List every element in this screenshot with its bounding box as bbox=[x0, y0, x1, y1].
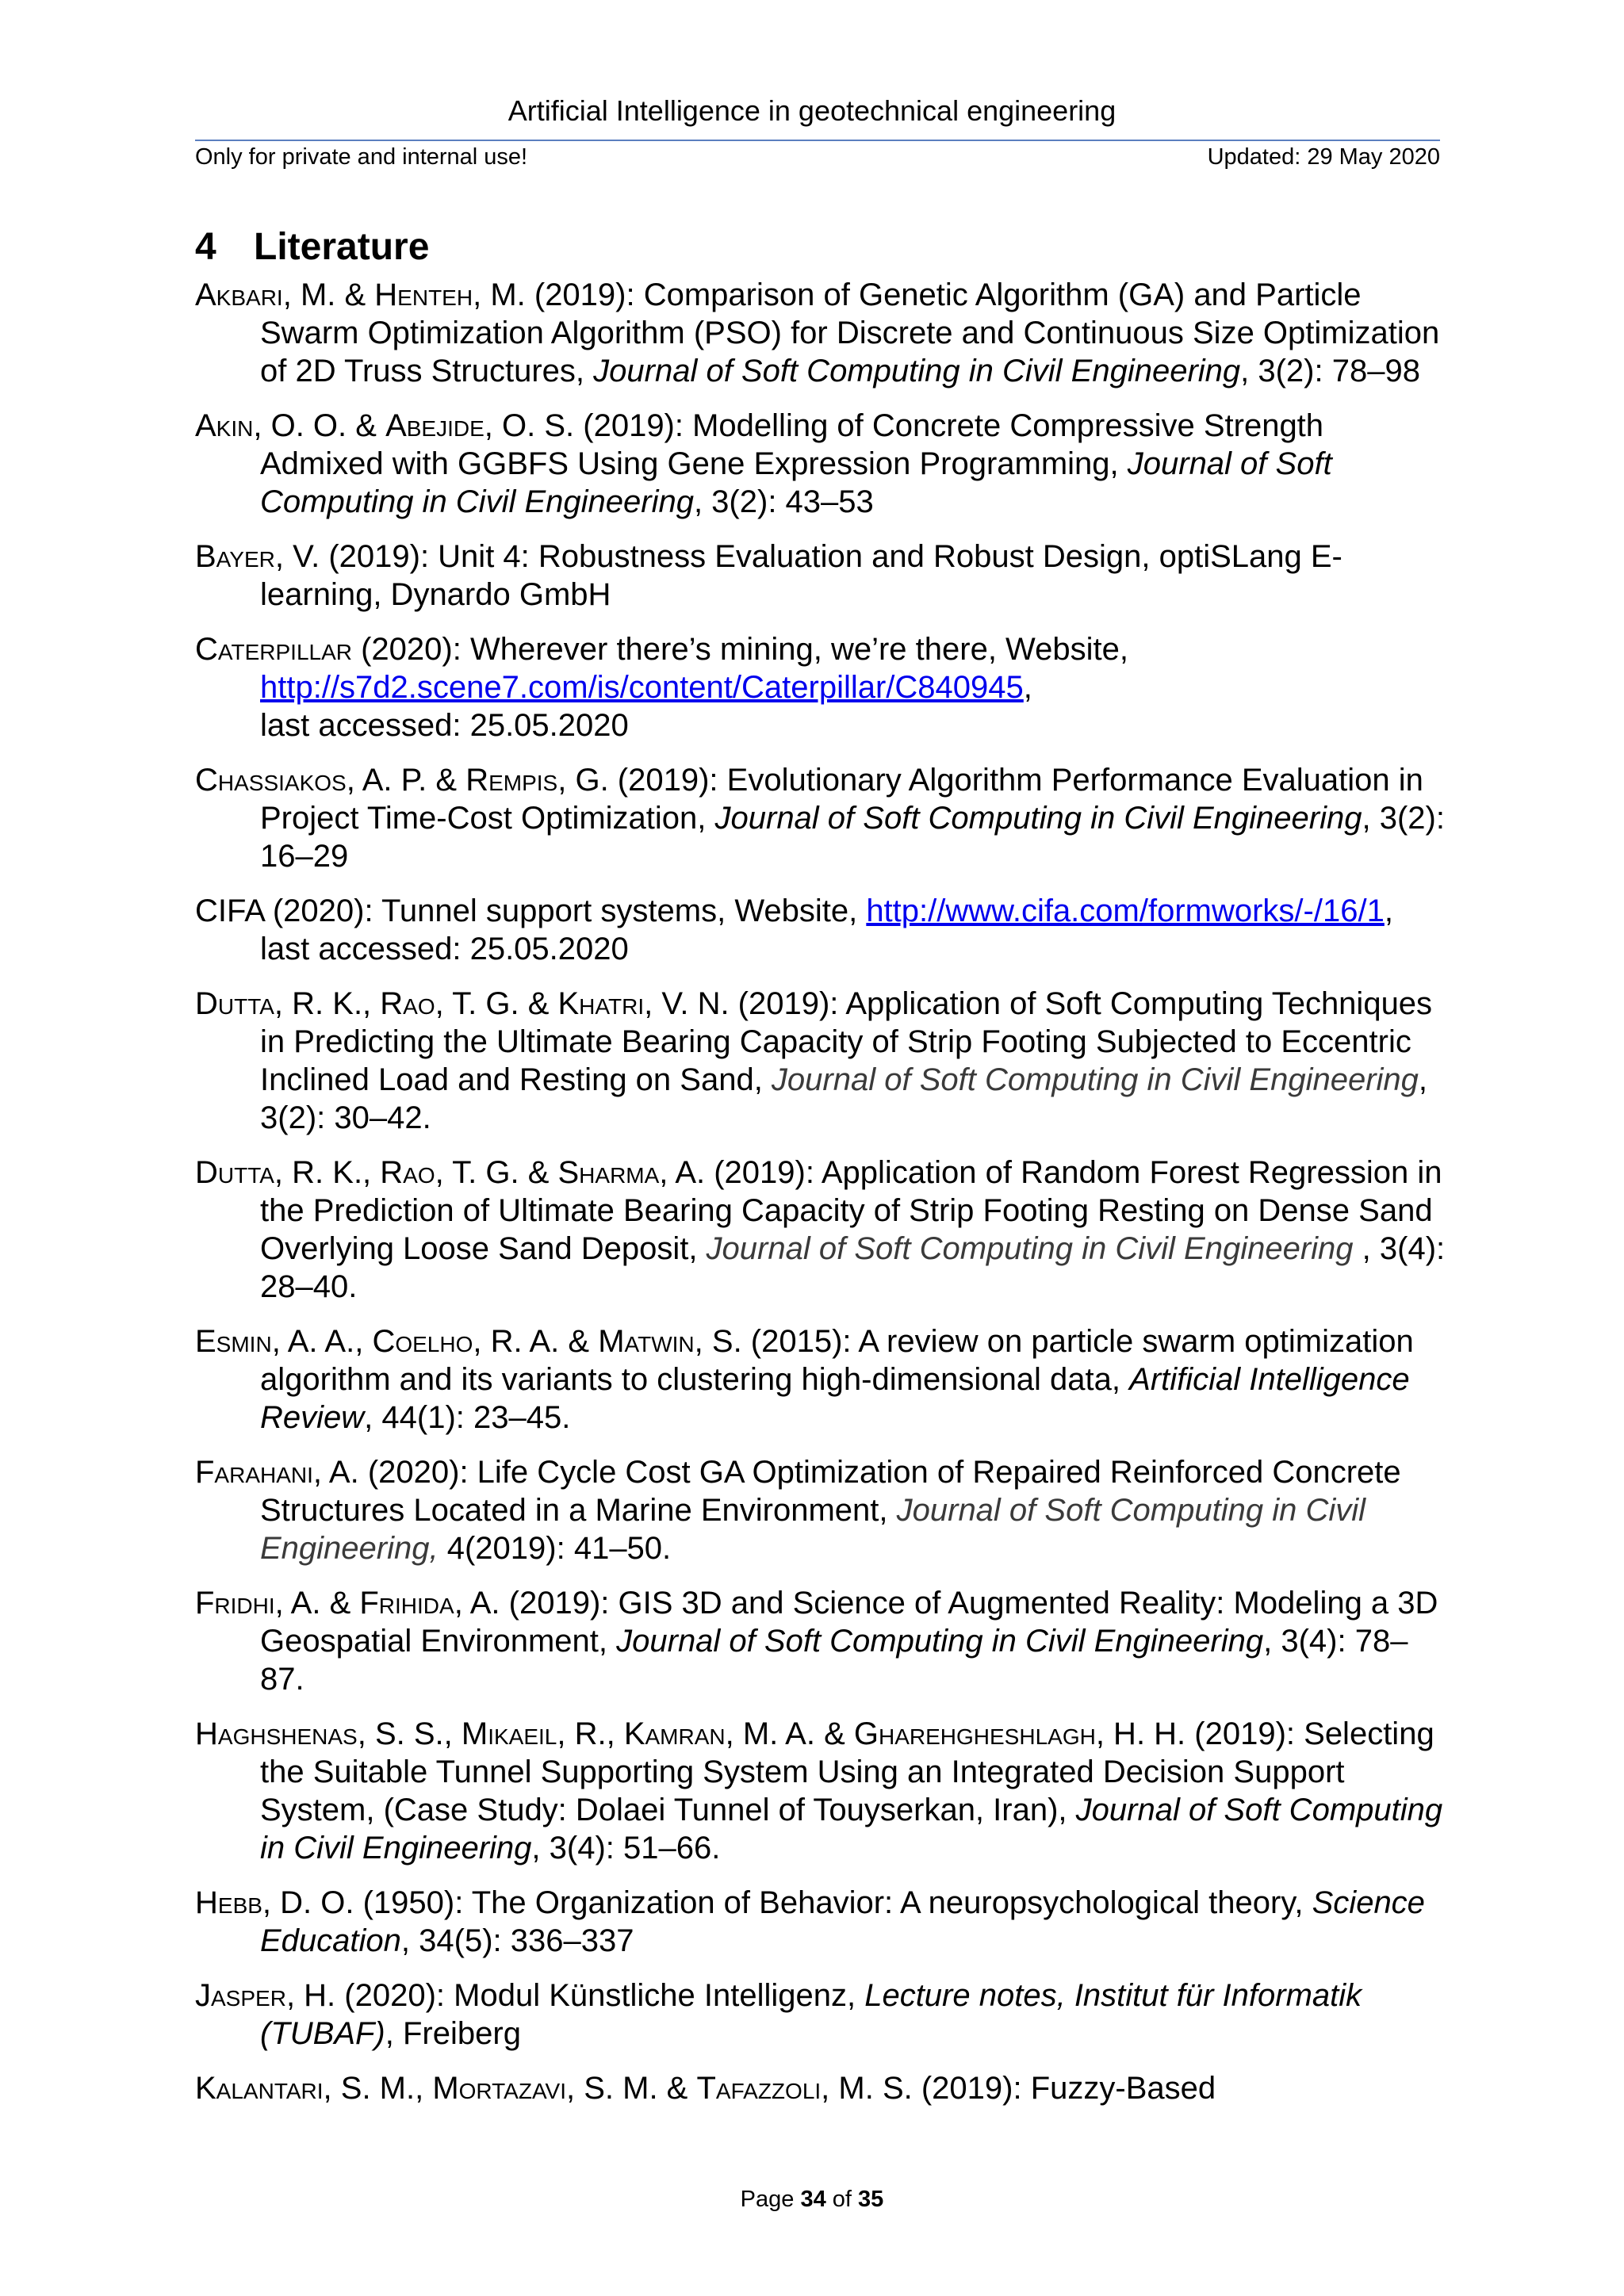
author-name: Mikaeil bbox=[461, 1716, 557, 1751]
reference-text: , V. (2019): Unit 4: Robustness Evaluation and Robust Design, optiSLang E-learning, Dynardo GmbH bbox=[260, 539, 1342, 612]
reference-text: , A. (2019): GIS 3D and Science of Augmented Reality: Modeling a 3D Geospatial Environment, bbox=[260, 1586, 1438, 1659]
reference-text: , S. S., bbox=[357, 1716, 462, 1751]
journal-title: Lecture notes, Institut für Informatik (TUBAF) bbox=[260, 1978, 1362, 2051]
reference-entry bbox=[195, 630, 1448, 744]
author-name: Coelho bbox=[372, 1324, 473, 1359]
reference-link[interactable]: http://www.cifa.com/formworks/-/16/1 bbox=[866, 894, 1385, 928]
reference-text: , V. N. (2019): Application of Soft Computing Techniques in Predicting the Ultimate Bearing Capacity of Strip Footing Subjected to Eccentric Inclined Load and Resting on Sand, bbox=[260, 986, 1433, 1097]
journal-title: Journal of Soft Computing in Civil Engineering bbox=[714, 801, 1362, 836]
reference-text: , S. M. & bbox=[566, 2071, 697, 2106]
reference-entry bbox=[195, 1884, 1448, 1960]
reference-text: CIFA (2020): Tunnel support systems, Website, bbox=[195, 894, 867, 928]
author-name: Tafazzoli bbox=[696, 2071, 822, 2106]
journal-title: Journal of Soft Computing in Civil Engineering bbox=[771, 1062, 1419, 1097]
reference-text: , 3(2): 43–53 bbox=[693, 484, 874, 519]
reference-text: , T. G. & bbox=[435, 1155, 558, 1190]
reference-entry bbox=[195, 1322, 1448, 1437]
author-name: Bayer bbox=[195, 539, 275, 574]
reference-entry bbox=[195, 1154, 1448, 1306]
running-header-title: Artificial Intelligence in geotechnical engineering bbox=[508, 94, 1116, 127]
reference-text: , H. (2020): Modul Künstliche Intelligenz, bbox=[285, 1978, 865, 2013]
journal-title: Journal of Soft Computing in Civil Engineering bbox=[616, 1624, 1264, 1659]
reference-text: , M. & bbox=[282, 277, 375, 312]
page-of-label: of bbox=[832, 2187, 852, 2212]
reference-entry bbox=[195, 276, 1448, 390]
reference-entry bbox=[195, 1584, 1448, 1698]
author-name: Haghshenas bbox=[195, 1716, 358, 1751]
reference-text: , last accessed: 25.05.2020 bbox=[260, 894, 1393, 966]
reference-link[interactable]: http://s7d2.scene7.com/is/content/Caterpillar/C840945 bbox=[260, 670, 1024, 705]
journal-title: Journal of Soft Computing in Civil Engineering bbox=[260, 446, 1332, 519]
reference-text: , M. (2019): Comparison of Genetic Algorithm (GA) and Particle Swarm Optimization Algorithm (PSO) for Discrete and Continuous Size Optimization of 2D Truss Structures, bbox=[260, 277, 1440, 388]
reference-entry bbox=[195, 892, 1448, 968]
reference-text: , 3(4): 78–87. bbox=[260, 1624, 1408, 1697]
reference-entry bbox=[195, 2069, 1448, 2107]
reference-entry bbox=[195, 761, 1448, 875]
reference-text: , M. A. & bbox=[725, 1716, 854, 1751]
journal-title: Journal of Soft Computing in Civil Engineering bbox=[260, 1793, 1443, 1866]
author-name: Farahani bbox=[195, 1455, 313, 1490]
reference-text: , O. S. (2019): Modelling of Concrete Compressive Strength Admixed with GGBFS Using Gene Expression Programming, bbox=[260, 408, 1324, 481]
author-name: Esmin bbox=[195, 1324, 272, 1359]
reference-text: , 44(1): 23–45. bbox=[364, 1400, 571, 1435]
reference-text: , A. P. & bbox=[346, 763, 466, 798]
author-name: Mortazavi bbox=[432, 2071, 566, 2106]
reference-text: , 3(2): 78–98 bbox=[1240, 354, 1420, 388]
page-footer bbox=[0, 2185, 1624, 2214]
reference-text: , O. O. & bbox=[253, 408, 386, 443]
author-name: Sharma bbox=[557, 1155, 660, 1190]
author-name: Chassiakos bbox=[195, 763, 347, 798]
reference-text: , 3(2): 16–29 bbox=[260, 801, 1445, 874]
reference-entry bbox=[195, 985, 1448, 1137]
reference-text: , Freiberg bbox=[385, 2016, 521, 2051]
reference-text: , 3(4): 51–66. bbox=[531, 1831, 721, 1866]
reference-text: last accessed: 25.05.2020 bbox=[260, 708, 629, 743]
reference-entry bbox=[195, 407, 1448, 521]
journal-title: Journal of Soft Computing in Civil Engineering bbox=[706, 1231, 1362, 1266]
reference-text: , A. & bbox=[274, 1586, 360, 1621]
reference-text: , 3(2): 30–42. bbox=[260, 1062, 1428, 1135]
header-updated-date: Updated: 29 May 2020 bbox=[1207, 144, 1440, 170]
reference-entry bbox=[195, 1715, 1448, 1867]
reference-entry bbox=[195, 1453, 1448, 1567]
reference-text: , A. A., bbox=[271, 1324, 373, 1359]
author-name: Gharehgheshlagh bbox=[853, 1716, 1096, 1751]
author-name: Abejide bbox=[385, 408, 485, 443]
author-name: Fridhi bbox=[195, 1586, 275, 1621]
reference-text: , R., bbox=[557, 1716, 624, 1751]
author-name: Dutta bbox=[195, 1155, 274, 1190]
section-title: Literature bbox=[254, 226, 430, 268]
author-name: Frihida bbox=[359, 1586, 454, 1621]
author-name: Dutta bbox=[195, 986, 274, 1021]
author-name: Rao bbox=[380, 1155, 435, 1190]
author-name: Akin bbox=[195, 408, 254, 443]
journal-title: Journal of Soft Computing in Civil Engineering bbox=[593, 354, 1241, 388]
reference-text: , bbox=[1023, 670, 1032, 705]
author-name: Rao bbox=[380, 986, 435, 1021]
reference-text: , 3(4): 28–40. bbox=[260, 1231, 1446, 1304]
reference-text: , 34(5): 336–337 bbox=[400, 1923, 634, 1958]
author-name: Hebb bbox=[195, 1885, 262, 1920]
reference-list bbox=[195, 276, 1448, 2124]
journal-title: Science Education bbox=[260, 1885, 1425, 1958]
author-name: Kamran bbox=[623, 1716, 726, 1751]
header-usage-note: Only for private and internal use! bbox=[195, 144, 528, 170]
author-name: Kalantari bbox=[195, 2071, 324, 2106]
header-rule bbox=[195, 140, 1440, 141]
section-number: 4 bbox=[195, 226, 216, 268]
journal-title: Artificial Intelligence Review bbox=[260, 1362, 1410, 1435]
reference-text: , S. (2015): A review on particle swarm optimization algorithm and its variants to clustering high-dimensional data, bbox=[260, 1324, 1414, 1397]
total-page-count: 35 bbox=[858, 2187, 884, 2212]
reference-text: , G. (2019): Evolutionary Algorithm Performance Evaluation in Project Time-Cost Optimization, bbox=[260, 763, 1423, 836]
author-name: Caterpillar bbox=[195, 632, 352, 667]
reference-text: , A. (2019): Application of Random Forest Regression in the Prediction of Ultimate Bearing Capacity of Strip Footing Resting on Dense Sand Overlying Loose Sand Deposit, bbox=[260, 1155, 1442, 1266]
author-name: Jasper bbox=[195, 1978, 286, 2013]
reference-text: 4(2019): 41–50. bbox=[438, 1531, 672, 1566]
page-label: Page bbox=[740, 2187, 795, 2212]
author-name: Henteh bbox=[374, 277, 473, 312]
reference-entry bbox=[195, 538, 1448, 614]
reference-text: , H. H. (2019): Selecting the Suitable Tunnel Supporting System Using an Integrated Decision Support System, (Case Study: Dolaei Tunnel of Touyserkan, Iran), bbox=[260, 1716, 1434, 1827]
reference-text: , R. A. & bbox=[473, 1324, 599, 1359]
reference-text: , S. M., bbox=[323, 2071, 433, 2106]
author-name: Akbari bbox=[195, 277, 283, 312]
author-name: Rempis bbox=[465, 763, 558, 798]
reference-text: (2020): Wherever there’s mining, we’re there, Website, bbox=[351, 632, 1128, 667]
current-page-number: 34 bbox=[800, 2187, 826, 2212]
reference-text: , R. K., bbox=[274, 1155, 381, 1190]
reference-entry bbox=[195, 1976, 1448, 2053]
reference-text: , A. (2020): Life Cycle Cost GA Optimization of Repaired Reinforced Concrete Structures Located in a Marine Environment, bbox=[260, 1455, 1401, 1528]
reference-text: , R. K., bbox=[274, 986, 381, 1021]
author-name: Khatri bbox=[557, 986, 645, 1021]
reference-text: , T. G. & bbox=[435, 986, 558, 1021]
section-heading bbox=[195, 224, 429, 271]
author-name: Matwin bbox=[598, 1324, 695, 1359]
journal-title: Journal of Soft Computing in Civil Engineering, bbox=[260, 1493, 1366, 1566]
reference-text: , M. S. (2019): Fuzzy-Based bbox=[821, 2071, 1216, 2106]
reference-text: , D. O. (1950): The Organization of Behavior: A neuropsychological theory, bbox=[262, 1885, 1312, 1920]
